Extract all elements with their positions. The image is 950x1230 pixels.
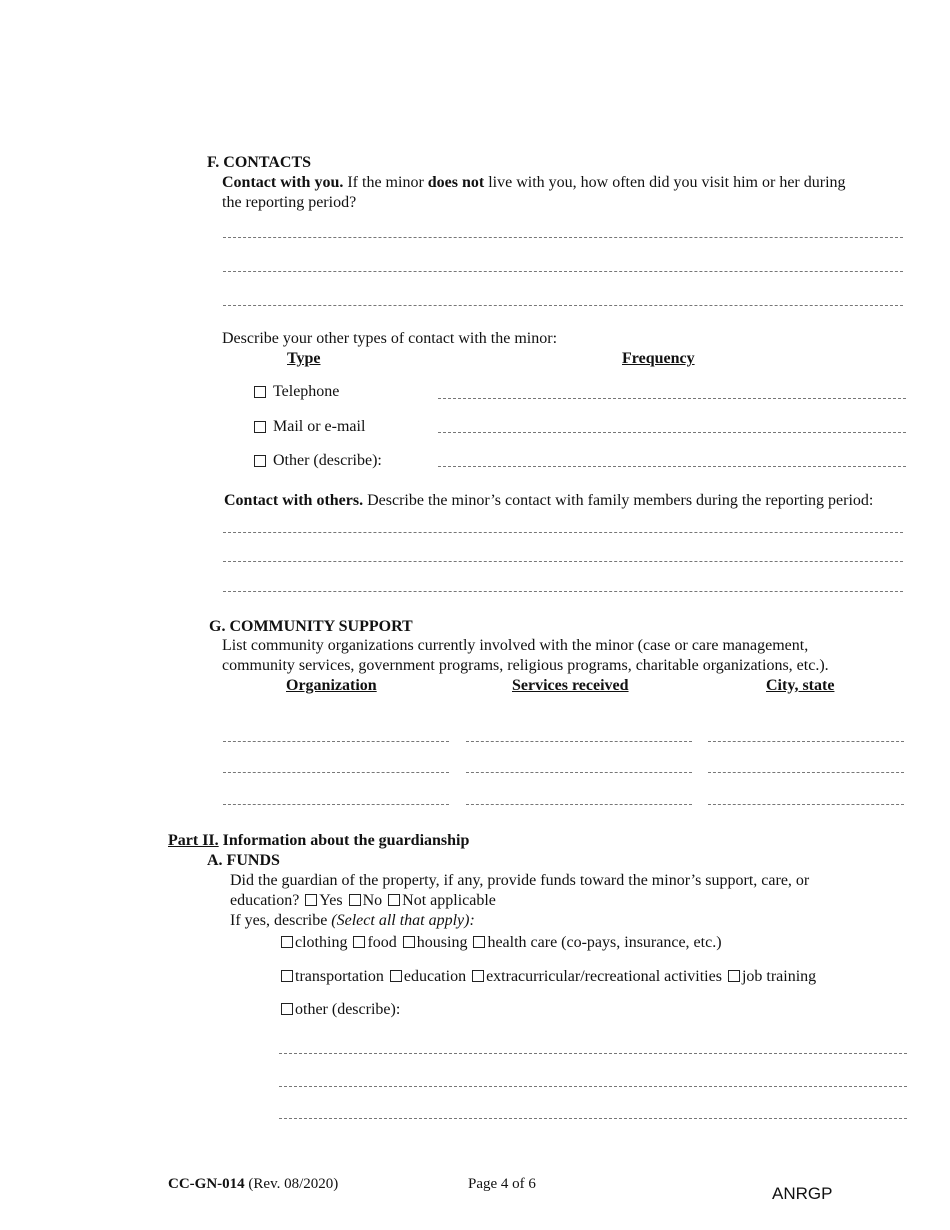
contact-with-others-question xyxy=(224,492,873,510)
extracurricular-label: extracurricular/recreational activities xyxy=(486,968,722,985)
transportation-label: transportation xyxy=(295,968,384,985)
services-line-1[interactable] xyxy=(466,741,692,742)
funds-use-row-2 xyxy=(279,968,816,986)
health-care-label: health care (co-pays, insurance, etc.) xyxy=(487,934,722,951)
contact-with-you-question-line2: the reporting period? xyxy=(222,194,357,211)
education-checkbox[interactable] xyxy=(390,970,402,982)
part-ii-heading xyxy=(168,832,469,850)
extracurricular-checkbox[interactable] xyxy=(472,970,484,982)
footer-code: ANRGP xyxy=(772,1184,833,1203)
part-ii-title: Information about the guardianship xyxy=(218,832,470,849)
contact-with-you-text-a: If the minor xyxy=(343,174,428,191)
visit-frequency-answer-line-2[interactable] xyxy=(223,271,903,272)
contact-with-you-question xyxy=(222,174,846,192)
housing-label: housing xyxy=(416,934,468,951)
funds-heading: A. FUNDS xyxy=(207,852,280,869)
health-care-checkbox[interactable] xyxy=(473,936,485,948)
other-funds-line-1[interactable] xyxy=(279,1053,907,1054)
other-funds-label: other (describe): xyxy=(295,1001,401,1018)
city-state-column-header: City, state xyxy=(766,677,835,694)
job-training-label: job training xyxy=(741,968,817,985)
other-funds-checkbox[interactable] xyxy=(281,1003,293,1015)
visit-frequency-answer-line-3[interactable] xyxy=(223,305,903,306)
visit-frequency-answer-line-1[interactable] xyxy=(223,237,903,238)
telephone-label: Telephone xyxy=(273,383,340,400)
telephone-frequency-line[interactable] xyxy=(438,398,906,399)
form-id: CC-GN-014 xyxy=(168,1176,245,1192)
form-revision: (Rev. 08/2020) xyxy=(244,1176,339,1192)
funds-use-row-1 xyxy=(279,934,722,952)
food-checkbox[interactable] xyxy=(353,936,365,948)
city-state-line-2[interactable] xyxy=(708,772,904,773)
mail-email-frequency-line[interactable] xyxy=(438,432,906,433)
contact-with-others-text: Describe the minor’s contact with family members during the reporting period: xyxy=(363,492,874,509)
funds-na-label: Not applicable xyxy=(402,892,496,909)
community-intro-line2: community services, government programs, religious programs, charitable organizations, etc.). xyxy=(222,657,829,674)
select-all-instruction: (Select all that apply): xyxy=(331,912,475,929)
services-line-3[interactable] xyxy=(466,804,692,805)
contact-with-others-label: Contact with others. xyxy=(224,492,364,509)
clothing-checkbox[interactable] xyxy=(281,936,293,948)
family-contact-line-2[interactable] xyxy=(223,561,903,562)
funds-question-line2 xyxy=(230,892,496,910)
funds-question-education: education? xyxy=(230,892,300,909)
organization-line-2[interactable] xyxy=(223,772,449,773)
community-intro-line1: List community organizations currently involved with the minor (case or care management, xyxy=(222,637,809,654)
services-line-2[interactable] xyxy=(466,772,692,773)
city-state-line-3[interactable] xyxy=(708,804,904,805)
services-column-header: Services received xyxy=(512,677,629,694)
housing-checkbox[interactable] xyxy=(403,936,415,948)
other-contact-prompt: Describe your other types of contact with the minor: xyxy=(222,330,558,347)
other-funds-line-2[interactable] xyxy=(279,1086,907,1087)
if-yes-describe xyxy=(230,912,475,930)
funds-no-label: No xyxy=(362,892,383,909)
mail-email-checkbox[interactable] xyxy=(254,421,266,433)
page-number: Page 4 of 6 xyxy=(468,1176,536,1192)
organization-line-1[interactable] xyxy=(223,741,449,742)
other-funds-line-3[interactable] xyxy=(279,1118,907,1119)
transportation-checkbox[interactable] xyxy=(281,970,293,982)
other-contact-frequency-line[interactable] xyxy=(438,466,906,467)
form-identifier xyxy=(168,1176,338,1193)
contact-with-you-label: Contact with you. xyxy=(222,174,344,191)
telephone-checkbox[interactable] xyxy=(254,386,266,398)
other-contact-label: Other (describe): xyxy=(273,452,382,469)
does-not-emphasis: does not xyxy=(427,174,485,191)
organization-line-3[interactable] xyxy=(223,804,449,805)
food-label: food xyxy=(367,934,397,951)
job-training-checkbox[interactable] xyxy=(728,970,740,982)
funds-use-row-3 xyxy=(279,1001,400,1019)
other-contact-checkbox[interactable] xyxy=(254,455,266,467)
frequency-column-header: Frequency xyxy=(622,350,695,367)
organization-column-header: Organization xyxy=(286,677,377,694)
if-yes-label: If yes, describe xyxy=(230,912,332,929)
clothing-label: clothing xyxy=(295,934,348,951)
type-column-header: Type xyxy=(287,350,321,367)
funds-question-line1: Did the guardian of the property, if any, provide funds toward the minor’s support, care, or xyxy=(230,872,810,889)
funds-yes-checkbox[interactable] xyxy=(305,894,317,906)
mail-email-label: Mail or e-mail xyxy=(273,418,366,435)
section-g-heading: G. COMMUNITY SUPPORT xyxy=(209,618,413,635)
city-state-line-1[interactable] xyxy=(708,741,904,742)
funds-no-checkbox[interactable] xyxy=(349,894,361,906)
part-ii-label: Part II. xyxy=(168,832,219,849)
section-f-heading: F. CONTACTS xyxy=(207,154,312,171)
funds-yes-label: Yes xyxy=(319,892,343,909)
contact-with-you-text-b: live with you, how often did you visit him or her during xyxy=(484,174,846,191)
education-label: education xyxy=(403,968,467,985)
funds-na-checkbox[interactable] xyxy=(388,894,400,906)
family-contact-line-1[interactable] xyxy=(223,532,903,533)
family-contact-line-3[interactable] xyxy=(223,591,903,592)
